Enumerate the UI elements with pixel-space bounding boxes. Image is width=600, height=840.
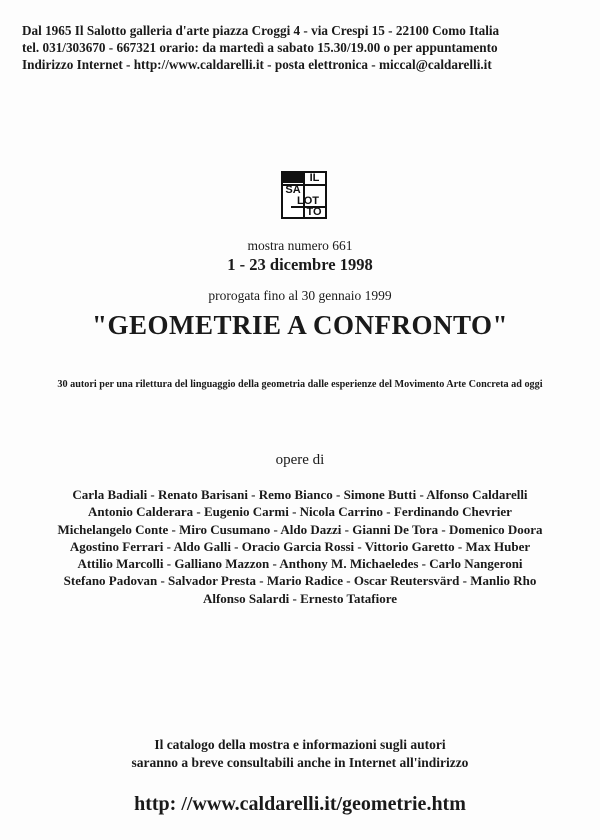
exhibition-subtitle: 30 autori per una rilettura del linguaggio della geometria dalle esperienze del Movimento Arte Concreta ad oggi	[57, 379, 543, 390]
artist-line: Agostino Ferrari - Aldo Galli - Oracio Garcia Rossi - Vittorio Garetto - Max Huber	[69, 538, 531, 554]
works-heading: opere di	[275, 452, 325, 468]
logo-to: TO	[306, 205, 322, 218]
artist-line: Michelangelo Conte - Miro Cusumano - Aldo Dazzi - Gianni De Tora - Domenico Doora	[57, 521, 543, 537]
logo-black-block	[283, 173, 303, 183]
artist-line: Alfonso Salardi - Ernesto Tatafiore	[202, 590, 398, 606]
exhibition-number: mostra numero 661	[247, 238, 353, 253]
catalog-note	[0, 736, 600, 772]
exhibition-title: "GEOMETRIE A CONFRONTO"	[91, 310, 509, 340]
artist-list	[0, 486, 600, 607]
il-salotto-logo	[281, 171, 327, 219]
artist-line: Antonio Calderara - Eugenio Carmi - Nicola Carrino - Ferdinando Chevrier	[88, 504, 512, 520]
logo-sa: SA	[285, 184, 301, 196]
artist-line: Carla Badiali - Renato Barisani - Remo Bianco - Simone Butti - Alfonso Caldarelli	[72, 487, 528, 502]
catalog-url: http: //www.caldarelli.it/geometrie.htm	[134, 793, 466, 815]
artist-line: Attilio Marcolli - Galliano Mazzon - Anthony M. Michaeledes - Carlo Nangeroni	[77, 556, 523, 572]
catalog-note-line: Il catalogo della mostra e informazioni sugli autori	[154, 737, 446, 752]
header-web-email: Indirizzo Internet - http://www.caldarelli.it - posta elettronica - miccal@caldarelli.it	[22, 57, 492, 72]
catalog-note-line: saranno a breve consultabili anche in Internet all'indirizzo	[131, 755, 469, 770]
exhibition-extension: prorogata fino al 30 gennaio 1999	[208, 288, 392, 303]
gallery-header	[22, 22, 588, 73]
header-address: Dal 1965 Il Salotto galleria d'arte piazza Croggi 4 - via Crespi 15 - 22100 Como Italia	[22, 23, 500, 38]
logo-lot: LOT	[297, 194, 319, 207]
logo-il: IL	[309, 172, 320, 184]
artist-line: Stefano Padovan - Salvador Presta - Mario Radice - Oscar Reutersvärd - Manlio Rho	[63, 573, 537, 589]
exhibition-dates: 1 - 23 dicembre 1998	[227, 255, 373, 274]
header-phone-hours: tel. 031/303670 - 667321 orario: da martedì a sabato 15.30/19.00 o per appuntamento	[22, 40, 498, 55]
